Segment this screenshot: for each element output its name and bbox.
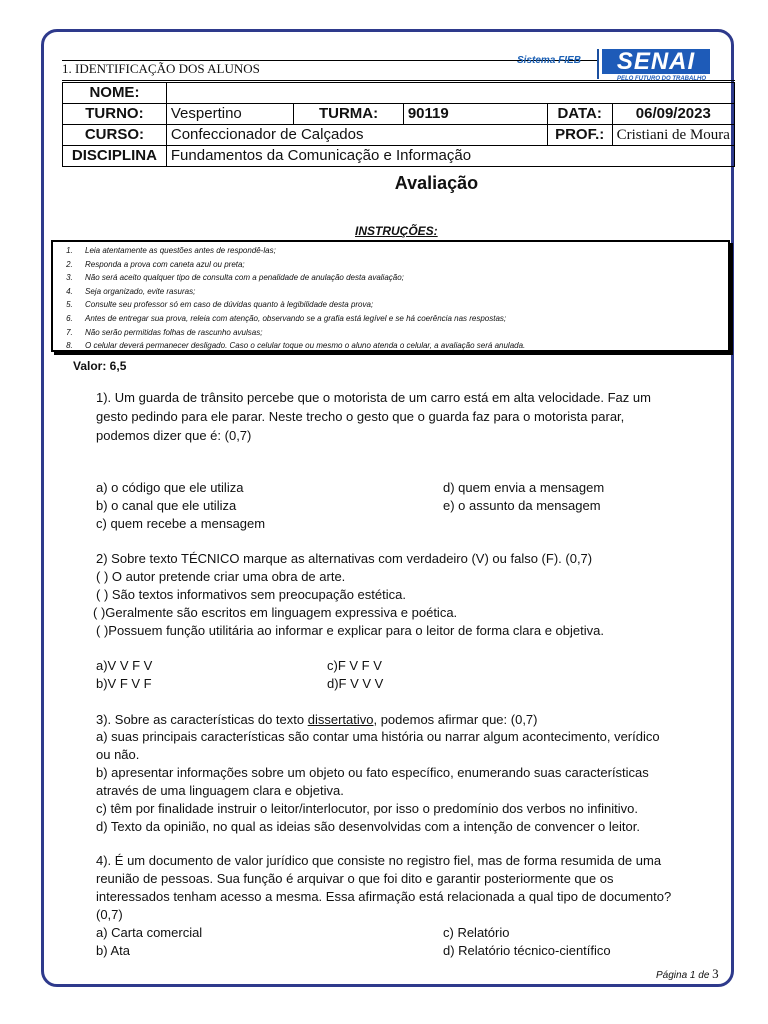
instructions-box xyxy=(51,240,730,352)
instruction-item: 2. Responda a prova com caneta azul ou preta; xyxy=(75,258,728,272)
row-disciplina xyxy=(63,146,735,167)
turno-label: TURNO: xyxy=(63,104,167,125)
score-value: Valor: 6,5 xyxy=(73,359,127,373)
instruction-item: 6. Antes de entregar sua prova, releia com atenção, observando se a grafia está legível e se há coerência nas respostas; xyxy=(75,312,728,326)
disciplina-label: DISCIPLINA xyxy=(63,146,167,167)
logo-divider xyxy=(597,49,599,79)
instruction-item: 1. Leia atentamente as questões antes de respondê-las; xyxy=(75,244,728,258)
q3-option-b-line-2[interactable]: através de uma linguagem clara e objetiva. xyxy=(96,783,344,798)
section-title: 1. IDENTIFICAÇÃO DOS ALUNOS xyxy=(62,61,260,76)
instruction-item: 3. Não será aceito qualquer tipo de consulta com a penalidade de anulação desta avaliação; xyxy=(75,271,728,285)
q3-option-d[interactable]: d) Texto da opinião, no qual as ideias são desenvolvidas com a intenção de convencer o leitor. xyxy=(96,819,640,834)
turma-label: TURMA: xyxy=(294,104,404,125)
page-number-total: 3 xyxy=(712,966,719,981)
q2-option-a[interactable]: a)V V F V xyxy=(96,658,153,673)
q4-text-2: reunião de pessoas. Sua função é arquivar o que foi dito e garantir posteriormente que os xyxy=(96,871,614,886)
q1-text-1: 1). Um guarda de trânsito percebe que o motorista de um carro está em alta velocidade. Faz um xyxy=(96,390,651,405)
instruction-item: 7. Não serão permitidas folhas de rascunho avulsas; xyxy=(75,326,728,340)
q4-text-3: interessados tenham acesso a mesma. Essa afirmação está relacionada a qual tipo de documento? xyxy=(96,889,672,904)
identification-table xyxy=(62,82,735,167)
instructions-heading: INSTRUÇÕES: xyxy=(355,224,438,238)
curso-label: CURSO: xyxy=(63,125,167,146)
q2-statement-1[interactable]: ( ) O autor pretende criar uma obra de arte. xyxy=(96,569,346,584)
q4-option-b[interactable]: b) Ata xyxy=(96,943,130,958)
q1-text-2: gesto pedindo para ele parar. Neste trecho o gesto que o guarda faz para o motorista parar, xyxy=(96,409,625,424)
page-number xyxy=(656,966,719,982)
page-title: Avaliação xyxy=(394,173,479,193)
curso-value: Confeccionador de Calçados xyxy=(166,125,547,146)
page-number-prefix: Página 1 de xyxy=(656,970,710,981)
q2-option-c[interactable]: c)F V F V xyxy=(327,658,382,673)
q4-text-4: (0,7) xyxy=(96,907,123,922)
instruction-item: 8. O celular deverá permanecer desligado. Caso o celular toque ou mesmo o aluno atenda o celular, a avaliação será anulada. xyxy=(75,339,728,353)
q3-text-prefix: 3). Sobre as características do texto xyxy=(96,712,308,727)
row-turno xyxy=(63,104,735,125)
nome-label: NOME: xyxy=(63,83,167,104)
data-value: 06/09/2023 xyxy=(612,104,734,125)
q3-option-a-line-2[interactable]: ou não. xyxy=(96,747,140,762)
q3-option-a-line-1[interactable]: a) suas principais características são contar uma história ou narrar algum acontecimento, verídico xyxy=(96,729,660,744)
q3-option-b-line-1[interactable]: b) apresentar informações sobre um objeto ou fato específico, enumerando suas características xyxy=(96,765,649,780)
disciplina-value: Fundamentos da Comunicação e Informação xyxy=(166,146,734,167)
turno-value: Vespertino xyxy=(166,104,293,125)
nome-field[interactable] xyxy=(166,83,734,104)
data-label: DATA: xyxy=(547,104,612,125)
q1-option-e[interactable]: e) o assunto da mensagem xyxy=(443,498,601,513)
instruction-item: 4. Seja organizado, evite rasuras; xyxy=(75,285,728,299)
q1-option-b[interactable]: b) o canal que ele utiliza xyxy=(96,498,237,513)
logo-tagline: PELO FUTURO DO TRABALHO xyxy=(617,76,706,82)
q4-option-d[interactable]: d) Relatório técnico-científico xyxy=(443,943,611,958)
q3-option-c[interactable]: c) têm por finalidade instruir o leitor/interlocutor, por isso o predomínio dos verbos no infinitivo. xyxy=(96,801,638,816)
q4-option-c[interactable]: c) Relatório xyxy=(443,925,510,940)
q2-text: 2) Sobre texto TÉCNICO marque as alternativas com verdadeiro (V) ou falso (F). (0,7) xyxy=(96,551,593,566)
q4-option-a[interactable]: a) Carta comercial xyxy=(96,925,203,940)
logo-system-label: Sistema FIEB xyxy=(517,55,581,66)
q4-text-1: 4). É um documento de valor jurídico que consiste no registro fiel, mas de forma resumida de uma xyxy=(96,853,662,868)
q1-text-3: podemos dizer que é: (0,7) xyxy=(96,428,252,443)
q2-option-d[interactable]: d)F V V V xyxy=(327,676,384,691)
q3-text xyxy=(96,711,538,729)
q2-statement-3[interactable]: ( )Geralmente são escritos em linguagem expressiva e poética. xyxy=(93,605,458,620)
q3-text-suffix: , podemos afirmar que: (0,7) xyxy=(373,712,538,727)
senai-logo: SENAI xyxy=(602,49,710,74)
prof-value: Cristiani de Moura xyxy=(612,125,734,146)
instruction-item: 5. Consulte seu professor só em caso de dúvidas quanto à legibilidade desta prova; xyxy=(75,298,728,312)
turma-value: 90119 xyxy=(403,104,547,125)
q1-option-a[interactable]: a) o código que ele utiliza xyxy=(96,480,244,495)
q2-statement-2[interactable]: ( ) São textos informativos sem preocupação estética. xyxy=(96,587,406,602)
q1-option-d[interactable]: d) quem envia a mensagem xyxy=(443,480,605,495)
row-curso xyxy=(63,125,735,146)
q2-statement-4[interactable]: ( )Possuem função utilitária ao informar e explicar para o leitor de forma clara e objetiva. xyxy=(96,623,604,638)
q1-option-c[interactable]: c) quem recebe a mensagem xyxy=(96,516,266,531)
row-nome xyxy=(63,83,735,104)
prof-label: PROF.: xyxy=(547,125,612,146)
q3-text-underlined: dissertativo xyxy=(307,712,374,727)
q2-option-b[interactable]: b)V F V F xyxy=(96,676,152,691)
